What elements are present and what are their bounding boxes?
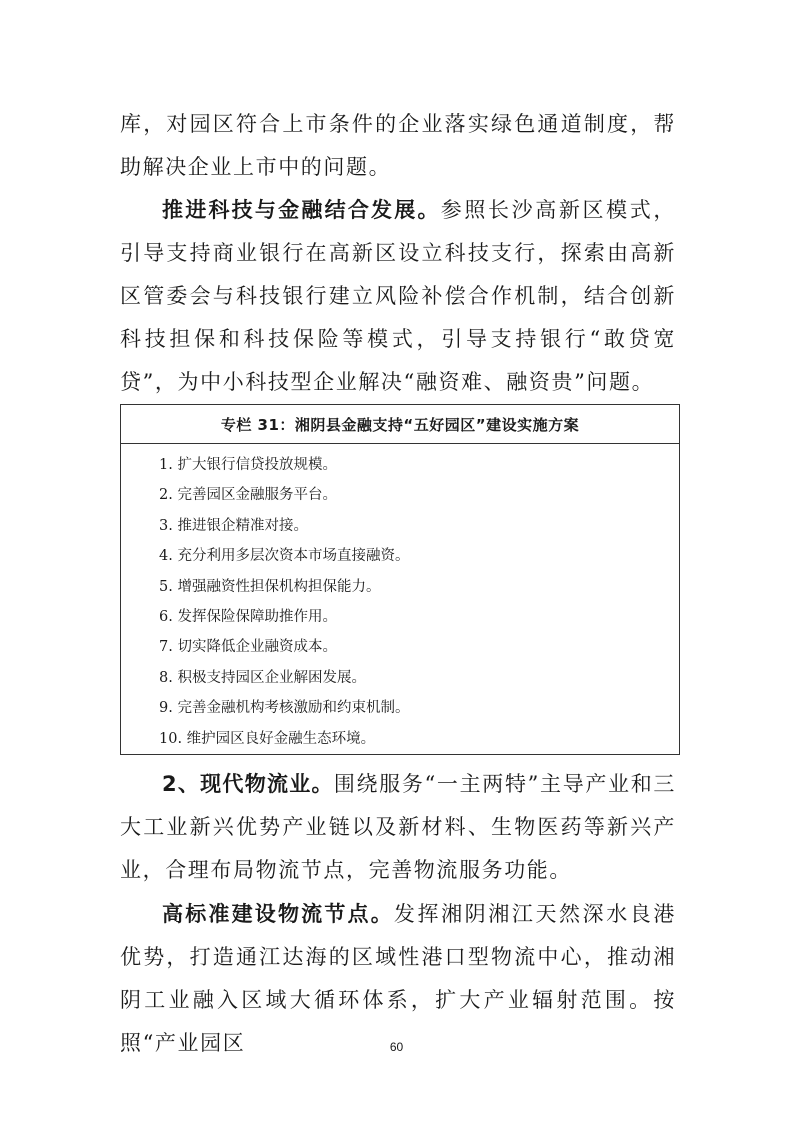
paragraph-text: 围绕服务“一主两特”主导产业和三大工业新兴优势产业链以及新材料、生物医药等新兴产业，合理布局物流节点，完善物流服务功能。	[120, 772, 676, 882]
list-item: 6. 发挥保险保障助推作用。	[159, 608, 337, 625]
paragraph-heading: 推进科技与金融结合发展。	[162, 198, 441, 222]
section-heading: 2、现代物流业。	[162, 772, 334, 796]
page-number: 60	[389, 1040, 404, 1054]
list-item: 1. 扩大银行信贷投放规模。	[159, 457, 337, 473]
list-item: 8. 积极支持园区企业解困发展。	[159, 669, 366, 686]
paragraph-modern-logistics	[120, 763, 676, 892]
paragraph-text: 参照长沙高新区模式，引导支持商业银行在高新区设立科技支行，探索由高新区管委会与科技银行建立风险补偿合作机制，结合创新科技担保和科技保险等模式，引导支持银行“敢贷宽贷”，为中小科技型企业解决“融资难、融资贵”问题。	[120, 198, 677, 394]
paragraph-text: 发挥湘阴湘江天然深水良港优势，打造通江达海的区域性港口型物流中心，推动湘阴工业融入区域大循环体系，扩大产业辐射范围。按照“产业园区	[120, 902, 676, 1055]
list-item: 2. 完善园区金融服务平台。	[159, 487, 337, 504]
list-item: 10. 维护园区良好金融生态环境。	[159, 730, 376, 747]
list-item: 3. 推进银企精准对接。	[159, 517, 308, 534]
paragraph-tech-finance	[120, 189, 676, 404]
list-item: 4. 充分利用多层次资本市场直接融资。	[159, 548, 410, 565]
paragraph-listing-support	[120, 103, 676, 189]
list-item: 9. 完善金融机构考核激励和约束机制。	[159, 700, 410, 717]
column-box-title: 专栏 31：湘阴县金融支持“五好园区”建设实施方案	[121, 405, 679, 444]
paragraph-heading: 高标准建设物流节点。	[162, 902, 394, 926]
column-box-31	[120, 404, 680, 755]
column-box-list	[121, 444, 679, 754]
list-item: 5. 增强融资性担保机构担保能力。	[159, 578, 381, 595]
paragraph-text: 库，对园区符合上市条件的企业落实绿色通道制度，帮助解决企业上市中的问题。	[120, 112, 676, 179]
list-item: 7. 切实降低企业融资成本。	[159, 639, 337, 656]
